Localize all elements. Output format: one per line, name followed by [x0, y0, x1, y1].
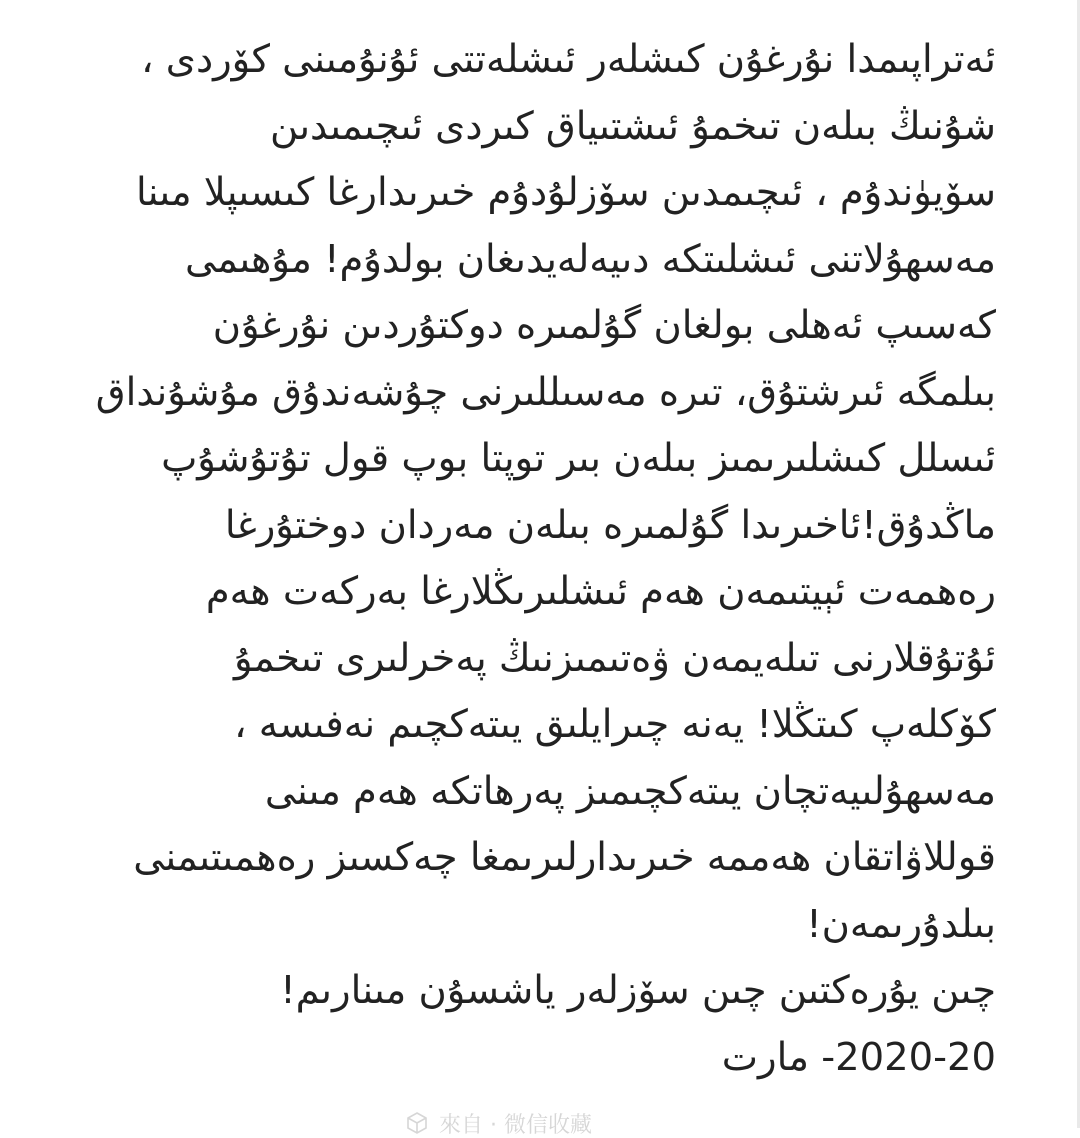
text-line: مەسھۇلىيەتچان يىتەكچىمىز پەرھاتكە ھەم مىنى [264, 768, 996, 814]
text-line: بىلمگە ئىرشتۇق، تىرە مەسىللىرنى چۇشەندۇق مۇشۇنداق [95, 369, 996, 415]
text-line: ماڭدۇق!ئاخىرىدا گۇلمىرە بىلەن مەردان دوختۇرغا [224, 502, 996, 548]
text-line: شۇنىڭ بىلەن تىخمۇ ئىشتىياق كىردى ئىچىمىدىن [270, 103, 996, 149]
text-line: سۆيۈندۇم ، ئىچىمدىن سۆزلۇدۇم خىرىدارغا كىسىپلا مىنا [135, 170, 996, 215]
cube-icon [405, 1111, 429, 1135]
text-line: ئۇتۇقلارنى تىلەيمەن ۋەتىمىزنىڭ پەخرلىرى تىخمۇ [234, 635, 996, 681]
text-line: ئىسلل كىشلىرىمىز بىلەن بىر توپتا بوپ قول تۇتۇشۇپ [161, 436, 996, 481]
text-line: ئەتراپىمدا نۇرغۇن كىشلەر ئىشلەتتى ئۇنۇمىنى كۆردى ، [141, 37, 996, 82]
text-line: كۆكلەپ كىتڭلا! يەنە چىرايلىق يىتەكچىم نەفىسە ، [234, 702, 996, 747]
text-line: رەھمەت ئېيتىمەن ھەم ئىشلىرىڭلارغا بەركەت ھەم [205, 569, 996, 614]
text-line: چىن يۇرەكتىن چىن سۆزلەر ياشسۇن مىنارىم! [280, 968, 996, 1013]
source-footer [405, 1108, 592, 1138]
text-line: بىلدۇرىمەن! [806, 901, 996, 947]
text-line: مەسھۇلاتنى ئىشلىتكە دىيەلەيدىغان بولدۇم! مۇھىمى [185, 236, 996, 282]
text-line: قوللاۋاتقان ھەممە خىرىدارلىرىمغا چەكسىز رەھمىتىمنى [133, 835, 996, 880]
footer-label: 來自 · 微信收藏 [439, 1112, 592, 1138]
text-line: كەسىپ ئەھلى بولغان گۇلمىرە دوكتۇردىن نۇرغۇن [212, 303, 996, 348]
text-line: 2020-20- مارت [721, 1034, 996, 1080]
